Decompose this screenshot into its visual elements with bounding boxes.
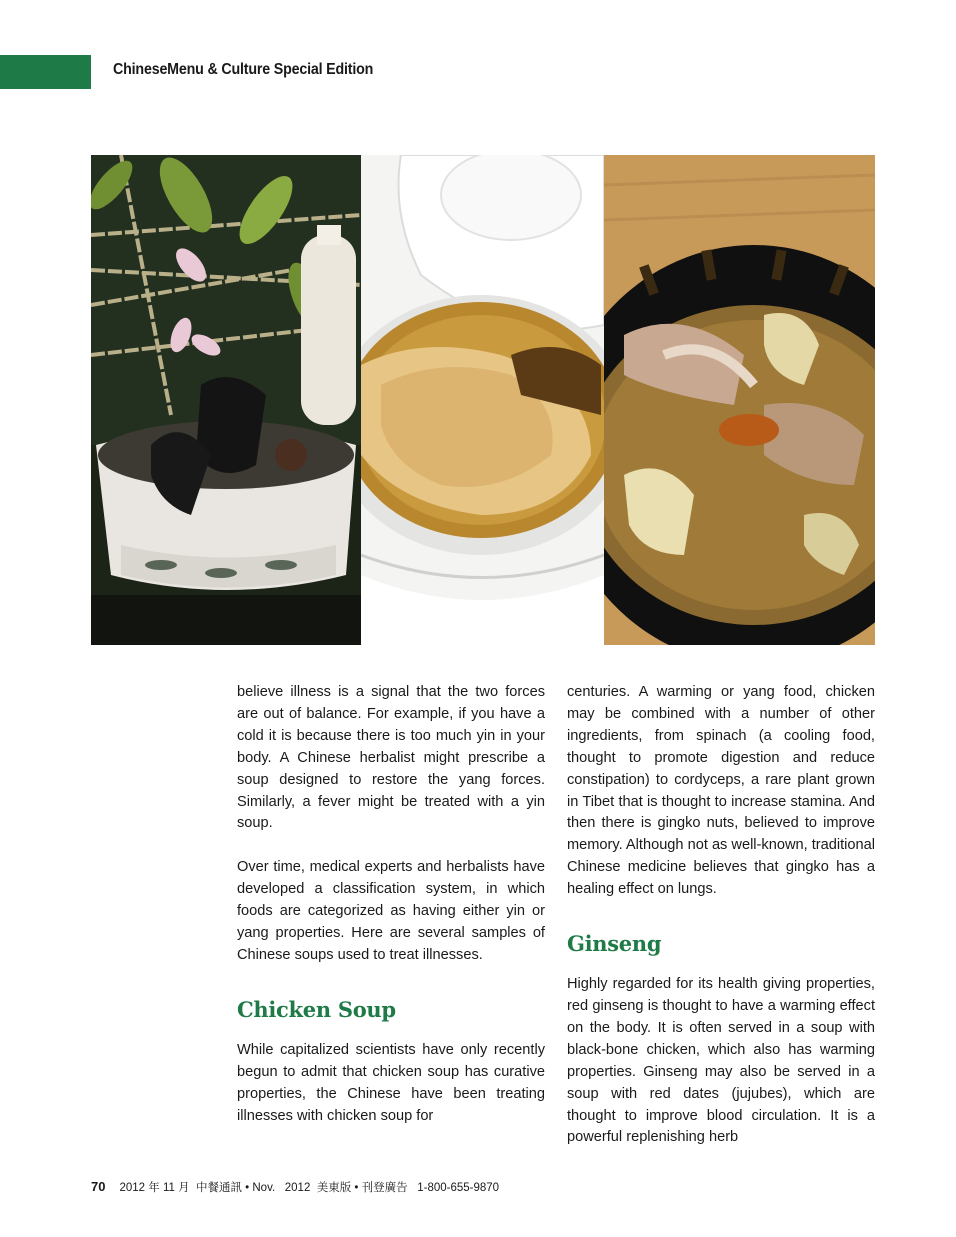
article-paragraph: Over time, medical experts and herbalists have developed a classification system, in which foods are categorized as having either yin or yang properties. Here are several samples of Chinese soups used to treat illnesses. (237, 859, 545, 963)
publication-title: ChineseMenu & Culture Special Edition (113, 61, 374, 78)
soup-photo-strip (91, 155, 875, 645)
whole-chicken-soup-in-tureen-photo (361, 155, 604, 645)
ginseng-heading: Ginseng (567, 931, 662, 957)
page-number: 70 (91, 1179, 106, 1194)
pork-rib-winter-melon-soup-photo (604, 155, 875, 645)
article-paragraph: While capitalized scientists have only recently begun to admit that chicken soup has curative properties, the Chinese have been treating illnesses with chicken soup for (237, 1041, 545, 1124)
right-article-column (567, 682, 875, 1149)
footer-publication-info: 2012 年 11 月 中餐通訊 • Nov. 2012 美東版 • 刊登廣告 1-800-655-9870 (119, 1182, 500, 1194)
article-paragraph: centuries. A warming or yang food, chicken may be combined with a number of other ingredients, from spinach (a cooling food, thought to promote digestion and reduce constipation) to cordyceps, a rare plant grown in Tibet that is thought to increase stamina. And then there is gingko nuts, believed to improve memory. Although not as well-known, traditional Chinese medicine believes that gingko has a healing effect on lungs. (567, 684, 875, 898)
page-footer (91, 1179, 499, 1195)
chicken-soup-heading: Chicken Soup (237, 996, 396, 1022)
header-accent-bar (0, 55, 91, 89)
article-paragraph: Highly regarded for its health giving properties, red ginseng is thought to have a warming effect on the body. It is often served in a soup with black-bone chicken, which also has warming properties. Ginseng may also be served in a soup with red dates (jujubes), which are thought to improve blood circulation. It is a powerful replenishing herb (567, 976, 875, 1146)
left-article-column (237, 682, 545, 1128)
black-chicken-soup-with-dendrobium-photo (91, 155, 361, 645)
article-paragraph: believe illness is a signal that the two forces are out of balance. For example, if you have a cold it is because there is too much yin in your body. A Chinese herbalist might prescribe a soup designed to restore the yang forces. Similarly, a fever might be treated with a yin soup. (237, 684, 545, 832)
